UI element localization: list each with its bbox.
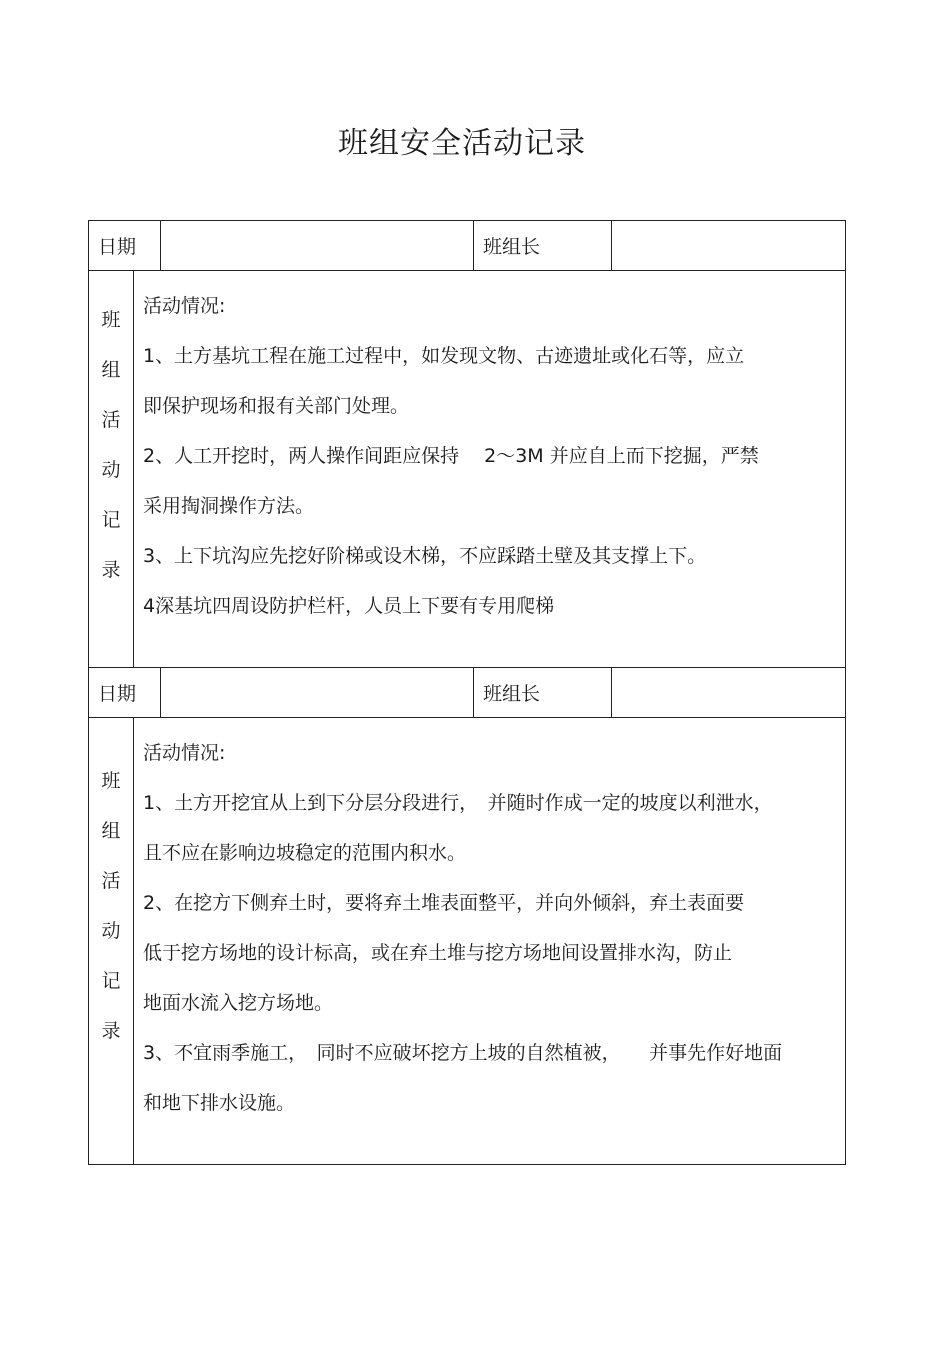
content-line: 低于挖方场地的设计标高，或在弃土堆与挖方场地间设置排水沟，防止: [143, 942, 733, 964]
content-line: 活动情况:: [143, 295, 226, 317]
side-char: 组: [101, 359, 121, 381]
safety-record-table: [88, 220, 846, 1165]
content-line: 地面水流入挖方场地。: [143, 992, 334, 1014]
side-char: 组: [101, 820, 121, 842]
leader-value-field[interactable]: [612, 221, 846, 271]
content-line: 采用掏洞操作方法。: [143, 495, 315, 517]
date-label: 日期: [89, 668, 161, 718]
side-char: 班: [101, 770, 121, 792]
record-2-header-row: [89, 668, 846, 718]
side-char: 记: [101, 509, 121, 531]
side-char: 班: [101, 309, 121, 331]
record-2-body-row: [89, 718, 846, 1165]
content-line: 4深基坑四周设防护栏杆，人员上下要有专用爬梯: [143, 595, 555, 617]
side-char: 录: [101, 559, 121, 581]
side-char: 记: [101, 970, 121, 992]
content-line: 3、不宜雨季施工， 同时不应破坏挖方上坡的自然植被， 并事先作好地面: [143, 1042, 783, 1064]
content-line: 1、土方基坑工程在施工过程中，如发现文物、古迹遗址或化石等，应立: [143, 345, 745, 367]
date-value-field[interactable]: [161, 668, 474, 718]
leader-label: 班组长: [474, 668, 612, 718]
content-line: 且不应在影响边坡稳定的范围内积水。: [143, 842, 467, 864]
content-line: 3、上下坑沟应先挖好阶梯或设木梯，不应踩踏土壁及其支撑上下。: [143, 545, 707, 567]
activity-content: [134, 718, 846, 1165]
side-label-vertical: [89, 271, 134, 668]
content-line: 活动情况:: [143, 742, 226, 764]
side-char: 活: [101, 870, 121, 892]
content-line: 2、人工开挖时，两人操作间距应保持 2～3M 并应自上而下挖掘，严禁: [143, 445, 759, 467]
activity-content: [134, 271, 846, 668]
content-line: 1、土方开挖宜从上到下分层分段进行， 并随时作成一定的坡度以利泄水，: [143, 792, 773, 814]
record-1-body-row: [89, 271, 846, 668]
content-line: 和地下排水设施。: [143, 1092, 296, 1114]
content-line: 即保护现场和报有关部门处理。: [143, 395, 410, 417]
leader-label: 班组长: [474, 221, 612, 271]
content-line: 2、在挖方下侧弃土时，要将弃土堆表面整平，并向外倾斜，弃土表面要: [143, 892, 745, 914]
date-label: 日期: [89, 221, 161, 271]
side-char: 动: [101, 920, 121, 942]
leader-value-field[interactable]: [612, 668, 846, 718]
document-title: 班组安全活动记录: [338, 126, 586, 161]
side-char: 动: [101, 459, 121, 481]
record-1-header-row: [89, 221, 846, 271]
side-char: 录: [101, 1020, 121, 1042]
side-char: 活: [101, 409, 121, 431]
side-label-vertical: [89, 718, 134, 1165]
date-value-field[interactable]: [161, 221, 474, 271]
